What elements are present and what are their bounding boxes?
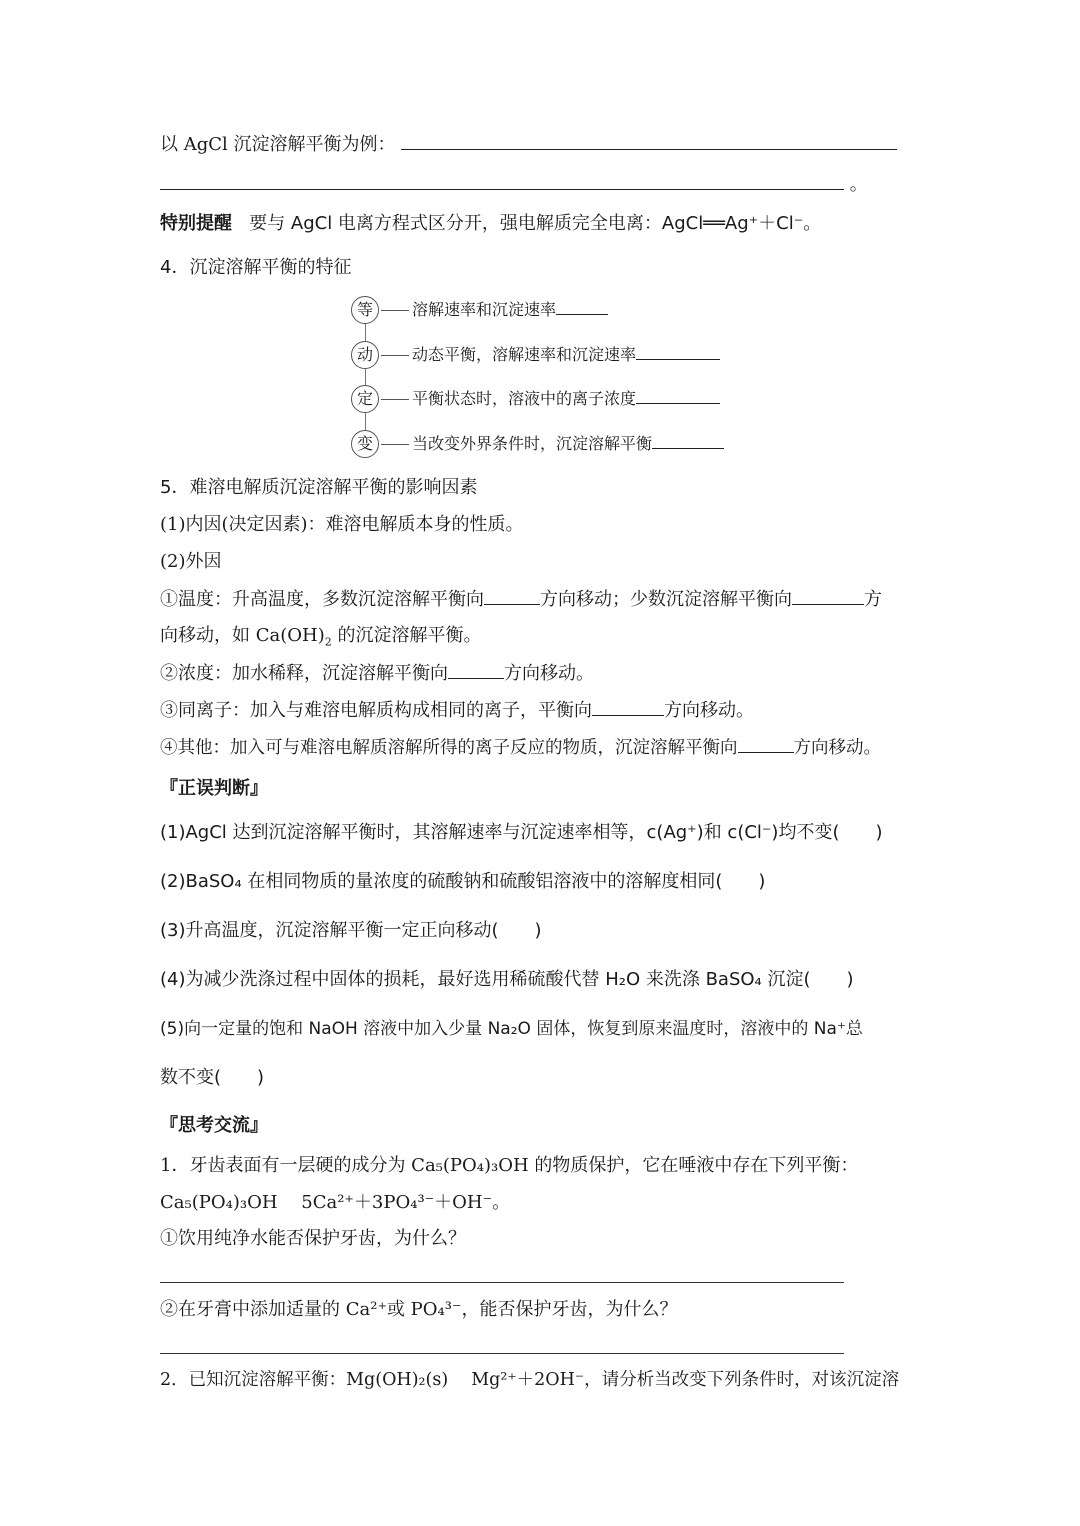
feature-change-text: 当改变外界条件时，沉淀溶解平衡 [412,434,653,453]
feature-dash [381,399,409,400]
temperature-line [160,586,882,613]
intro-continuation [160,171,868,198]
feature-fixed-text: 平衡状态时，溶液中的离子浓度 [412,389,637,408]
feature-fixed [412,387,720,411]
feature-circle-fixed: 定 [351,385,379,413]
feature-change [412,432,724,456]
answer-blank[interactable] [592,697,664,716]
temp-text-b: 方向移动；少数沉淀溶解平衡向 [540,589,792,610]
temp-text-d: 向移动，如 Ca(OH) [160,625,325,646]
conc-text-b: 方向移动。 [504,663,594,684]
answer-blank[interactable] [401,131,897,150]
concentration-line [160,660,594,687]
answer-blank[interactable] [636,387,720,404]
reminder-label: 特别提醒 [160,213,232,234]
think-p1b: Ca₅(PO₄)₃OH 5Ca²⁺＋3PO₄³⁻＋OH⁻。 [160,1192,511,1213]
other-text-a: ④其他：加入可与难溶电解质溶解所得的离子反应的物质，沉淀溶解平衡向 [160,738,738,758]
conc-text-a: ②浓度：加水稀释，沉淀溶解平衡向 [160,663,448,684]
judge-q4: (4)为减少洗涤过程中固体的损耗，最好选用稀硫酸代替 H₂O 来洗涤 BaSO₄ 沉淀( ) [160,969,854,990]
special-reminder [160,211,821,237]
common-ion-line [160,697,754,724]
feature-dash [381,310,409,311]
outer-factor: (2)外因 [160,551,222,572]
think-p1c: ①饮用纯净水能否保护牙齿，为什么？ [160,1228,466,1249]
intro-line [160,131,897,158]
answer-blank[interactable] [738,734,794,753]
subscript: 2 [324,635,332,649]
answer-blank[interactable] [636,343,720,360]
answer-blank[interactable] [484,586,540,605]
answer-line[interactable] [160,1353,844,1354]
other-line [160,734,881,761]
judge-q1: (1)AgCl 达到沉淀溶解平衡时，其溶解速率与沉淀速率相等，c(Ag⁺)和 c(Cl⁻)均不变( ) [160,822,883,843]
temperature-line-2 [160,623,481,656]
feature-circle-dynamic: 动 [351,341,379,369]
intro-prefix: 以 AgCl 沉淀溶解平衡为例： [160,134,396,155]
inner-factor: (1)内因(决定因素)：难溶电解质本身的性质。 [160,514,524,535]
feature-dynamic-text: 动态平衡，溶解速率和沉淀速率 [412,345,637,364]
temp-text-a: ①温度：升高温度，多数沉淀溶解平衡向 [160,589,484,610]
answer-blank[interactable] [792,586,864,605]
judge-q5b: 数不变( ) [160,1067,265,1088]
ion-text-b: 方向移动。 [664,700,754,721]
temp-text-c: 方 [864,589,882,610]
feature-dash [381,444,409,445]
answer-blank[interactable] [160,171,844,190]
judge-title: 『正误判断』 [160,778,268,799]
answer-blank[interactable] [556,298,608,315]
feature-equal [412,298,608,322]
ion-text-a: ③同离子：加入与难溶电解质构成相同的离子，平衡向 [160,700,592,721]
temp-text-e: 的沉淀溶解平衡。 [331,625,482,646]
answer-line[interactable] [160,1282,844,1283]
feature-circle-equal: 等 [351,296,379,324]
feature-dash [381,355,409,356]
section4-title: 4．沉淀溶解平衡的特征 [160,257,352,278]
other-text-b: 方向移动。 [793,738,881,758]
section5-title: 5．难溶电解质沉淀溶解平衡的影响因素 [160,477,478,498]
feature-equal-text: 溶解速率和沉淀速率 [412,300,557,319]
think-p1a: 1．牙齿表面有一层硬的成分为 Ca₅(PO₄)₃OH 的物质保护，它在唾液中存在下列平衡： [160,1155,859,1176]
answer-blank[interactable] [448,660,504,679]
feature-circle-change: 变 [351,430,379,458]
feature-dynamic [412,343,720,367]
judge-q5a: (5)向一定量的饱和 NaOH 溶液中加入少量 Na₂O 固体，恢复到原来温度时，溶液中的 Na⁺总 [160,1019,863,1039]
think-title: 『思考交流』 [160,1115,268,1136]
answer-blank[interactable] [652,432,724,449]
intro-end-mark: 。 [849,174,868,195]
judge-q3: (3)升高温度，沉淀溶解平衡一定正向移动( ) [160,920,542,941]
think-p1d: ②在牙膏中添加适量的 Ca²⁺或 PO₄³⁻，能否保护牙齿，为什么？ [160,1299,678,1320]
think-p2: 2．已知沉淀溶解平衡：Mg(OH)₂(s) Mg²⁺＋2OH⁻，请分析当改变下列条件时，对该沉淀溶 [160,1370,900,1390]
reminder-text: 要与 AgCl 电离方程式区分开，强电解质完全电离：AgCl══Ag⁺＋Cl⁻。 [249,213,822,234]
judge-q2: (2)BaSO₄ 在相同物质的量浓度的硫酸钠和硫酸铝溶液中的溶解度相同( ) [160,871,766,892]
